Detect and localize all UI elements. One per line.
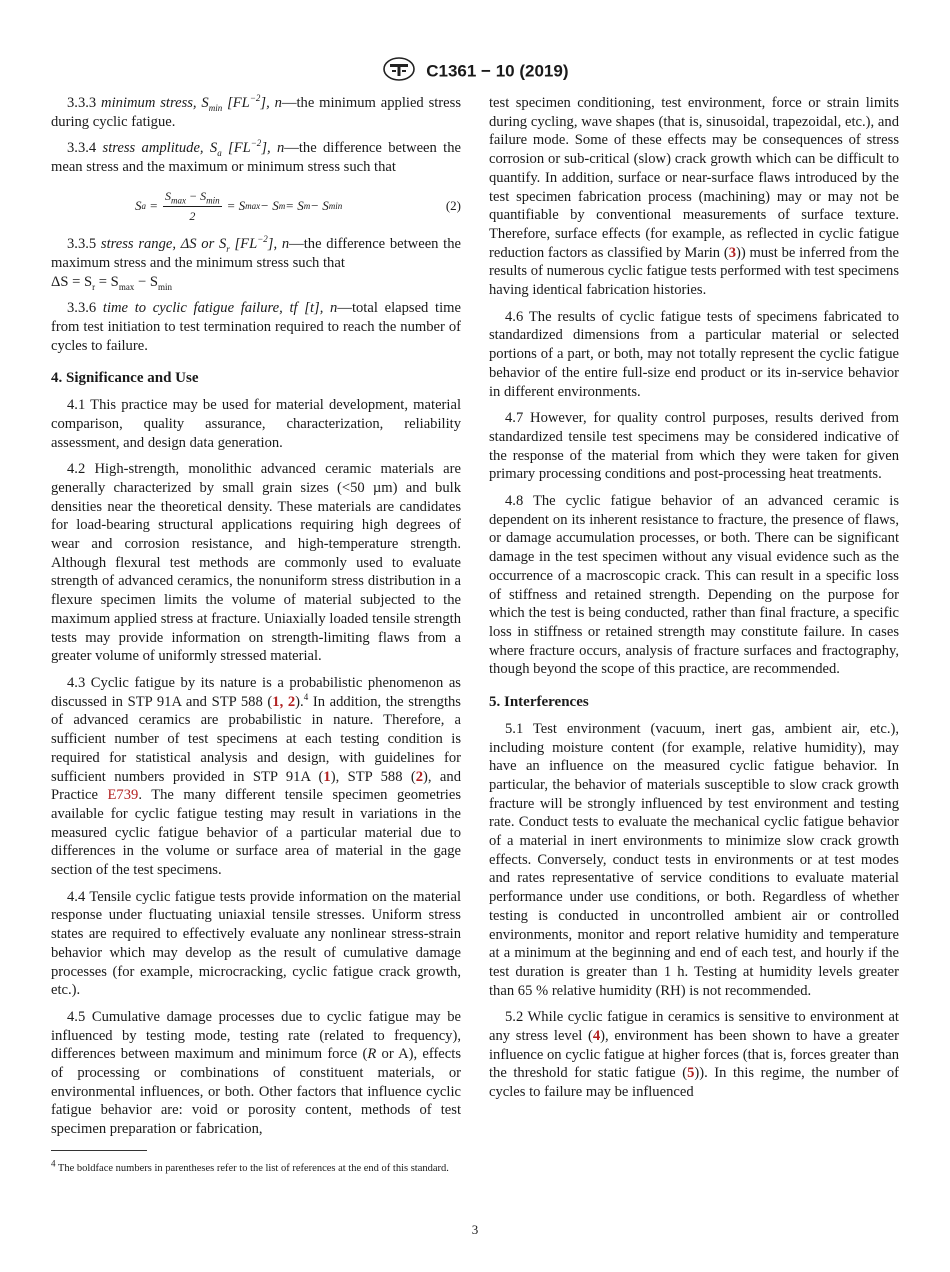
equation-2: S a = $\frac{S_{max} - S_{min}}{2}$ = S max − S m = S m − S min (2) [51, 187, 461, 225]
para-3-3-6: 3.3.6 time to cyclic fatigue failure, tf [t], n—total elapsed time from test initiation to test termination required to reach the number of cycles to failure. [51, 300, 461, 354]
footnote: $^4$ The boldface numbers in parentheses refer to the list of references at the end of this standard. [51, 1158, 449, 1174]
para-4-3: 4.3 Cyclic fatigue by its nature is a probabilistic phenomenon as discussed in STP 91A and STP 588 (1, 2).$^4$ In addition, the strengths of advanced ceramics are probabilistic in nature. Therefore, a sufficient number of test specimens at each testing condition is required for statistical analysis and design, with guidelines for sufficient numbers provided in STP 91A (1), STP 588 (2), and Practice E739. The many different tensile specimen geometries available for cyclic fatigue testing may result in variations in the measured cyclic fatigue behavior of a particular material due to differences in the volume or surface area of material in the gage section of the test specimens. [51, 674, 461, 879]
para-3-3-4: 3.3.4 stress amplitude, $S_a$ $[FL^{-2}]$, n—the difference between the mean stress and the maximum or minimum stress such that [51, 138, 461, 176]
astm-logo-icon [382, 56, 416, 87]
footnote-divider [51, 1150, 147, 1151]
reference-link[interactable]: 4 [592, 1028, 601, 1045]
para-5-2: 5.2 While cyclic fatigue in ceramics is sensitive to environment at any stress level (4), environment has been shown to have a greater influence on cyclic fatigue at higher forces (that is, forces greater than the threshold for static fatigue (5)). In this regime, the number of cycles to failure may be influenced [489, 1009, 900, 1101]
right-column [489, 94, 899, 1110]
reference-link[interactable]: 5 [687, 1065, 695, 1082]
left-column [51, 94, 461, 1147]
equation-fraction: $\frac{S_{max} - S_{min}}{2}$ [165, 188, 220, 223]
para-4-1: 4.1 This practice may be used for material development, material comparison, quality assurance, characterization, reliability assessment, and design data generation. [51, 397, 461, 451]
reference-link[interactable]: 1, 2 [272, 693, 296, 710]
section-4-heading: 4. Significance and Use [51, 370, 199, 387]
para-3-3-5: 3.3.5 stress range, ΔS or $S_r$ $[FL^{-2}]$, n—the difference between the maximum stress and the minimum stress such that $\Delta S = S_r = S_{max} - S_{min}$ [51, 234, 462, 292]
para-4-7: 4.7 However, for quality control purposes, results derived from standardized tensile test specimens may be considered indicative of the response of the material from which they were taken for given primary processing conditions and post-processing heat treatments. [489, 410, 899, 483]
para-4-5: 4.5 Cumulative damage processes due to cyclic fatigue may be influenced by testing mode, testing rate (related to frequency), differences between maximum and minimum force (R or A), effects of processing or combinations of constituent materials, or environmental influences, or both. Other factors that influence cyclic fatigue behavior are: void or porosity content, methods of test specimen preparation or fabrication, [51, 1008, 461, 1138]
para-4-4: 4.4 Tensile cyclic fatigue tests provide information on the material response under fluctuating uniaxial tensile stresses. Uniform stress states are required to effectively evaluate any nonlinear stress-strain behavior which may develop as the result of cumulative damage processes (for example, microcracking, cyclic fatigue crack growth, etc.). [51, 888, 461, 999]
para-5-1: 5.1 Test environment (vacuum, inert gas, ambient air, etc.), including moisture content (for example, relative humidity), may have an influence on the measured cyclic fatigue behavior. In particular, the behavior of materials susceptible to slow crack growth fracture will be strongly influenced by test environment and testing rate. Conduct tests to evaluate the mechanical cyclic fatigue behavior of a material in inert environments to minimize slow crack growth effects. Conversely, conduct tests in environments or at test modes and rates representative of service conditions to evaluate material performance under use conditions, or both. Regardless of whether testing is conducted in uncontrolled ambient air or controlled environments, monitor and report relative humidity and temperature at a minimum at the beginning and end of each test, and hourly if the test duration is greater than 1 h. Testing at humidity levels greater than 65 % relative humidity (RH) is not recommended. [489, 720, 899, 999]
page-number: 3 [471, 1222, 479, 1237]
equation-number: (2) [445, 197, 461, 213]
para-4-2: 4.2 High-strength, monolithic advanced ceramic materials are generally characterized by small grain sizes (<50 µm) and bulk densities near the theoretical density. These materials are candidates for load-bearing structural applications requiring high degrees of wear and corrosion resistance, and high-temperature strength. Although flexural test methods are commonly used to evaluate strength of advanced ceramics, the nonuniform stress distribution in a flexure specimen limits the volume of material subjected to the maximum applied stress at fracture. Uniaxially loaded tensile strength tests may provide information on strength-limiting flaws from a greater volume of uniformly stressed material. [51, 461, 461, 665]
para-4-8: 4.8 The cyclic fatigue behavior of an advanced ceramic is dependent on its inherent resistance to fracture, the presence of flaws, or damage accumulation processes, or both. There can be significant damage in the test specimen without any visual evidence such as the occurrence of a macroscopic crack. This can result in a specific loss of stiffness and retained strength. Depending on the purpose for which the test is being conducted, rather than final fracture, a specific loss in stiffness or retained strength may constitute failure. In cases where fracture occurs, analysis of fracture surfaces and fractography, though beyond the scope of this practice, are recommended. [489, 493, 899, 678]
page-header [0, 56, 950, 87]
reference-link[interactable]: 2 [415, 768, 424, 785]
para-4-6: 4.6 The results of cyclic fatigue tests of specimens fabricated to standardized dimensions from a particular material or selected portions of a part, or both, may not totally represent the cyclic fatigue behavior of the entire full-size end product or its in-service behavior in different environments. [489, 308, 899, 400]
reference-link[interactable]: 1 [323, 768, 331, 785]
standard-link-e739[interactable]: E739 [107, 787, 139, 804]
para-4-5-continued: test specimen conditioning, test environment, force or strain limits during cycling, wave shapes (that is, sinusoidal, trapezoidal, etc.), and failure mode. Some of these effects may be consequences of stress corrosion or sub-critical (slow) crack growth which can be difficult to quantify. In addition, surface or near-surface flaws introduced by the test specimen fabrication process (machining) may or may not be quantifiable by conventional measurements of surface texture. Therefore, surface effects (for example, as reflected in cyclic fatigue reduction factors as classified by Marin (3)) must be inferred from the results of numerous cyclic fatigue tests performed with test specimens having identical fabrication histories. [489, 95, 899, 299]
footnote-marker[interactable]: 4 [303, 691, 309, 702]
para-3-3-3: 3.3.3 minimum stress, $S_{min}$ $[FL^{-2}]$, n—the minimum applied stress during cyclic fatigue. [51, 93, 462, 130]
document-title: C1361 − 10 (2019) [426, 61, 569, 81]
reference-link[interactable]: 3 [728, 244, 736, 261]
section-5-heading: 5. Interferences [489, 694, 589, 711]
